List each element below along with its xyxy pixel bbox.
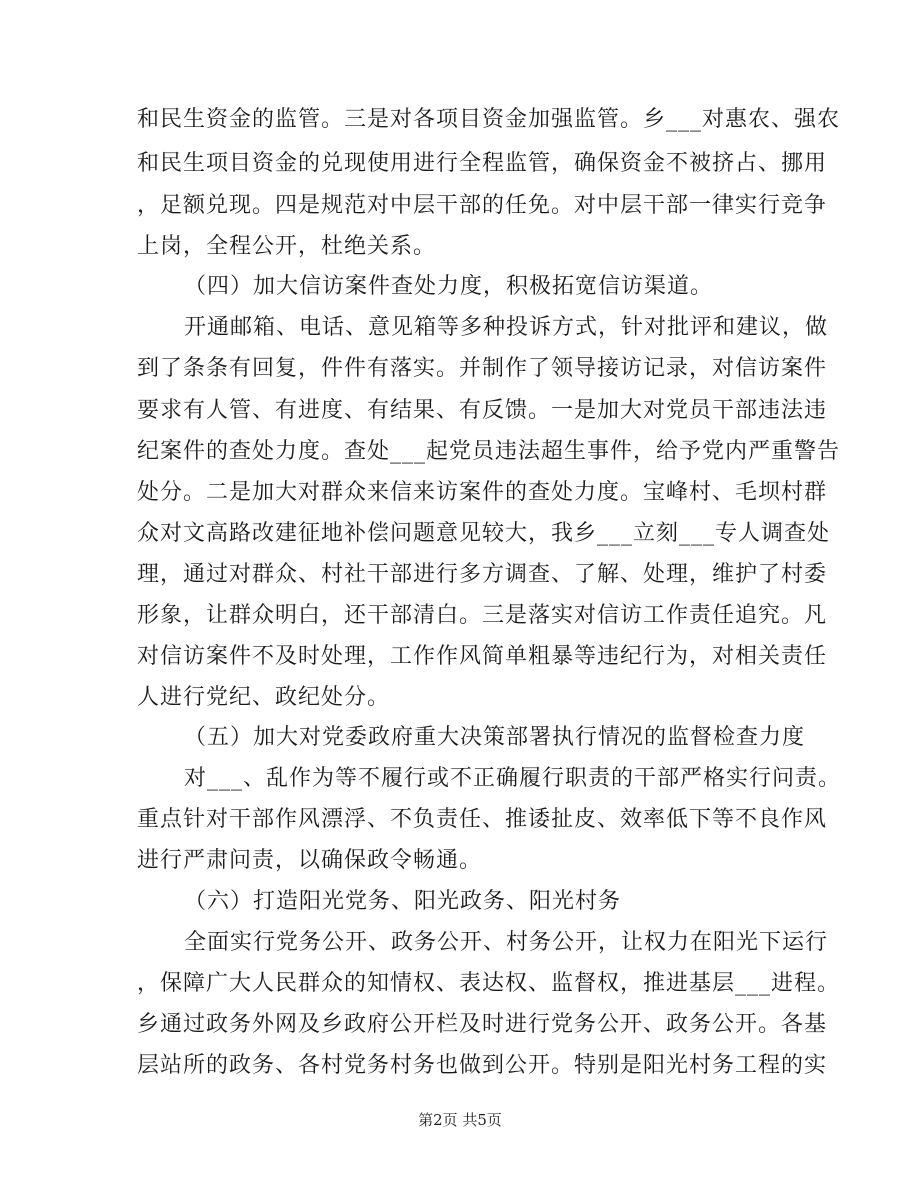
text-line: 和民生资金的监管。三是对各项目资金加强监管。乡___对惠农、强农 [137, 107, 841, 132]
text-line: 上岗，全程公开，杜绝关系。 [137, 234, 437, 259]
section-heading: （五）加大对党委政府重大决策部署执行情况的监督检查力度 [184, 725, 806, 750]
page-number: 第2页 共5页 [418, 1111, 502, 1129]
text-line: ，足额兑现。四是规范对中层干部的任免。对中层干部一律实行竞争 [137, 193, 828, 218]
text-line: 开通邮箱、电话、意见箱等多种投诉方式，针对批评和建议，做 [184, 315, 829, 340]
text-line: 众对文高路改建征地补偿问题意见较大，我乡___立刻___专人调查处 [137, 521, 831, 546]
section-heading: （四）加大信访案件查处力度，积极拓宽信访渠道。 [184, 274, 714, 299]
text-line: 层站所的政务、各村党务村务也做到公开。特别是阳光村务工程的实 [137, 1053, 828, 1078]
text-line: 理，通过对群众、村社干部进行多方调查、了解、处理，维护了村委 [137, 562, 828, 587]
text-line: 对___、乱作为等不履行或不正确履行职责的干部严格实行问责。 [184, 766, 842, 791]
text-line: 人进行党纪、政纪处分。 [137, 685, 391, 710]
section-heading: （六）打造阳光党务、阳光政务、阳光村务 [184, 889, 622, 914]
text-line: 纪案件的查处力度。查处___起党员违法超生事件，给予党内严重警告 [137, 439, 841, 464]
text-line: 重点针对干部作风漂浮、不负责任、推诿扯皮、效率低下等不良作风 [137, 807, 828, 832]
text-line: 进行严肃问责，以确保政令畅通。 [137, 848, 483, 873]
text-line: 处分。二是加大对群众来信来访案件的查处力度。宝峰村、毛坝村群 [137, 480, 828, 505]
text-line: 全面实行党务公开、政务公开、村务公开，让权力在阳光下运行 [184, 930, 829, 955]
text-line: 到了条条有回复，件件有落实。并制作了领导接访记录，对信访案件 [137, 356, 828, 381]
text-line: ，保障广大人民群众的知情权、表达权、监督权，推进基层___进程。 [137, 971, 841, 996]
text-line: 对信访案件不及时处理，工作作风简单粗暴等违纪行为，对相关责任 [137, 644, 828, 669]
text-line: 形象，让群众明白，还干部清白。三是落实对信访工作责任追究。凡 [137, 603, 828, 628]
text-line: 和民生项目资金的兑现使用进行全程监管，确保资金不被挤占、挪用 [137, 151, 828, 176]
text-line: 乡通过政务外网及乡政府公开栏及时进行党务公开、政务公开。各基 [137, 1012, 828, 1037]
text-line: 要求有人管、有进度、有结果、有反馈。一是加大对党员干部违法违 [137, 398, 828, 423]
